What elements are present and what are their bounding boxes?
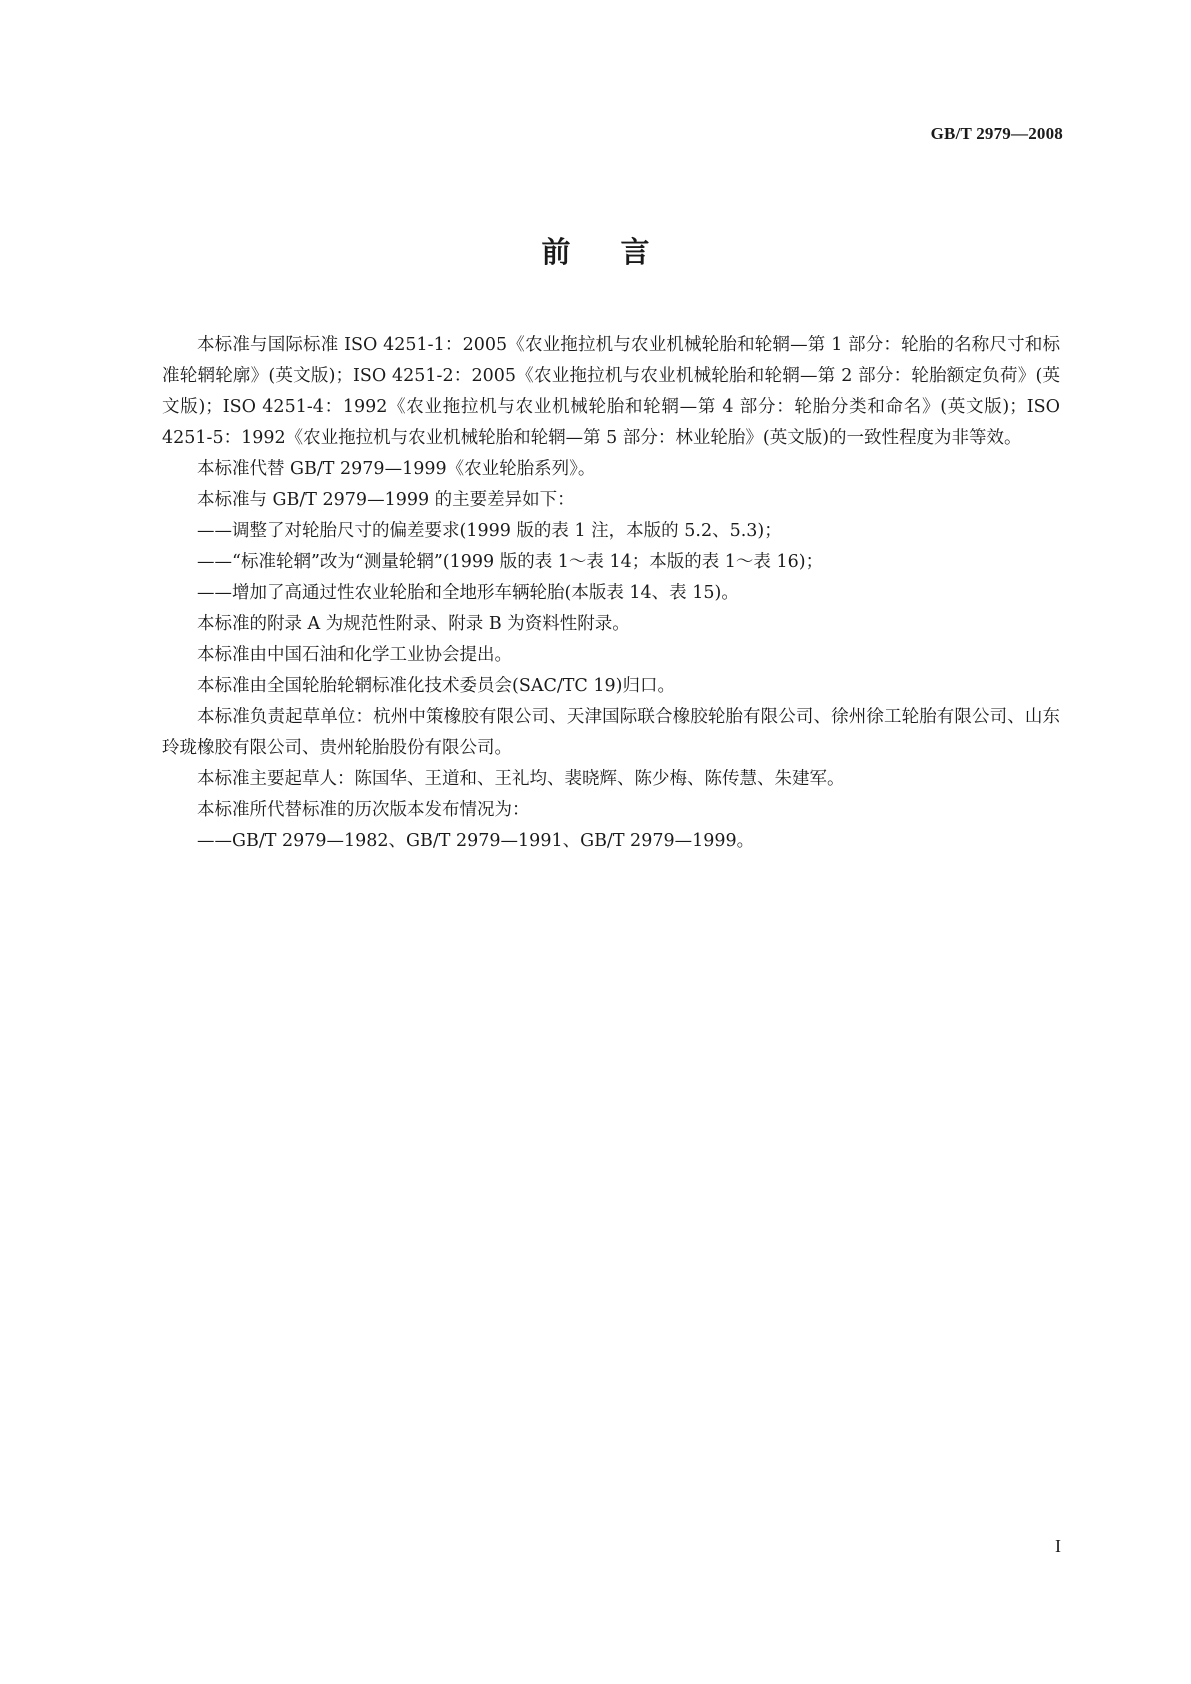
paragraph-drafters: 本标准主要起草人：陈国华、王道和、王礼均、裴晓辉、陈少梅、陈传慧、朱建军。 <box>197 769 845 789</box>
paragraph-replaces: 本标准代替 GB/T 2979—1999《农业轮胎系列》。 <box>197 459 596 479</box>
page-number: I <box>1055 1536 1061 1556</box>
foreword-body <box>162 330 1060 857</box>
difference-item: ——调整了对轮胎尺寸的偏差要求(1999 版的表 1 注，本版的 5.2、5.3)； <box>197 521 782 541</box>
paragraph-technical-committee: 本标准由全国轮胎轮辋标准化技术委员会(SAC/TC 19)归口。 <box>197 676 675 696</box>
paragraph-equivalence: 本标准与国际标准 ISO 4251-1：2005《农业拖拉机与农业机械轮胎和轮辋—第 1 部分：轮胎的名称尺寸和标准轮辋轮廓》(英文版)；ISO 4251-2：2005《农业拖拉机与农业机械轮胎和轮辋—第 2 部分：轮胎额定负荷》(英文版)；ISO 4251-4：1992《农业拖拉机与农业机械轮胎和轮辋—第 4 部分：轮胎分类和命名》(英文版)；ISO 4251-5：1992《农业拖拉机与农业机械轮胎和轮辋—第 5 部分：林业轮胎》(英文版)的一致性程度为非等效。 <box>162 335 1060 448</box>
page-title: 前言 <box>541 235 700 269</box>
paragraph-history-intro: 本标准所代替标准的历次版本发布情况为： <box>197 800 530 820</box>
paragraph-differences-intro: 本标准与 GB/T 2979—1999 的主要差异如下： <box>197 490 575 510</box>
difference-item: ——增加了高通过性农业轮胎和全地形车辆轮胎(本版表 14、表 15)。 <box>197 583 739 603</box>
standard-code: GB/T 2979—2008 <box>930 124 1063 143</box>
difference-item: ——“标准轮辋”改为“测量轮辋”(1999 版的表 1～表 14；本版的表 1～表 16)； <box>197 552 824 572</box>
paragraph-proposed-by: 本标准由中国石油和化学工业协会提出。 <box>197 645 512 665</box>
paragraph-drafting-units: 本标准负责起草单位：杭州中策橡胶有限公司、天津国际联合橡胶轮胎有限公司、徐州徐工轮胎有限公司、山东玲珑橡胶有限公司、贵州轮胎股份有限公司。 <box>162 707 1060 758</box>
history-item: ——GB/T 2979—1982、GB/T 2979—1991、GB/T 2979—1999。 <box>197 831 755 851</box>
paragraph-annexes: 本标准的附录 A 为规范性附录、附录 B 为资料性附录。 <box>197 614 630 634</box>
